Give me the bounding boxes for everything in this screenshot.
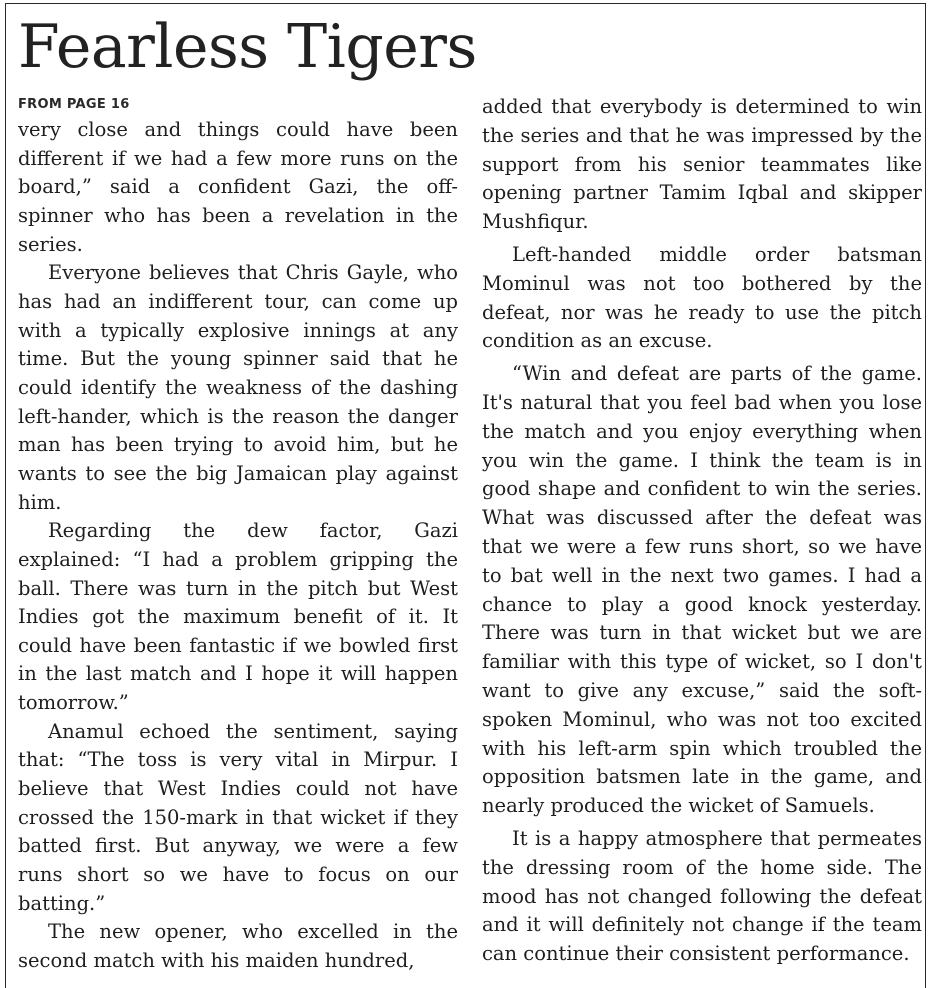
jump-label: FROM PAGE 16	[18, 97, 130, 112]
left-column	[18, 93, 458, 976]
paragraph: added that everybody is determined to win the series and that he was impressed by the support from his senior teammates like opening partner Tamim Iqbal and skipper Mushfiqur.	[482, 95, 922, 234]
paragraph: It is a happy atmosphere that permeates the dressing room of the home side. The mood has not changed following the defeat and it will definitely not change if the team can continue their consistent performance.	[482, 826, 922, 966]
paragraph: Left-handed middle order batsman Mominul was not too bothered by the defeat, nor was he ready to use the pitch condition as an excuse.	[482, 242, 922, 353]
paragraph: Regarding the dew factor, Gazi explained: “I had a problem gripping the ball. There was turn in the pitch but West Indies got the maximum benefit of it. It could have been fantastic if we bowled first in the last match and I hope it will happen tomorrow.”	[18, 519, 458, 715]
paragraph: Everyone believes that Chris Gayle, who has had an indifferent tour, can come up with a typically explosive innings at any time. But the young spinner said that he could identify the weakness of the dashing left-hander, which is the reason the danger man has been trying to avoid him, but he wants to see the big Jamaican play against him.	[18, 261, 458, 514]
right-column	[482, 93, 922, 969]
paragraph: Anamul echoed the sentiment, saying that: “The toss is very vital in Mirpur. I believe that West Indies could not have crossed the 150-mark in that wicket if they batted first. But anyway, we were a few runs short so we have to focus on our batting.”	[18, 719, 458, 915]
paragraph: “Win and defeat are parts of the game. It's natural that you feel bad when you lose the match and you enjoy everything when you win the game. I think the team is in good shape and confident to win the series. What was discussed after the defeat was that we were a few runs short, so we have to bat well in the next two games. I had a chance to play a good knock yesterday. There was turn in that wicket but we are familiar with this type of wicket, so I don't want to give any excuse,” said the soft-spoken Mominul, who was not too excited with his left-arm spin which troubled the opposition batsmen late in the game, and nearly produced the wicket of Samuels.	[482, 362, 922, 818]
paragraph: very close and things could have been different if we had a few more runs on the board,” said a confident Gazi, the off-spinner who has been a revelation in the series.	[18, 118, 458, 256]
headline: Fearless Tigers	[18, 12, 477, 82]
paragraph: The new opener, who excelled in the second match with his maiden hundred,	[18, 920, 458, 973]
